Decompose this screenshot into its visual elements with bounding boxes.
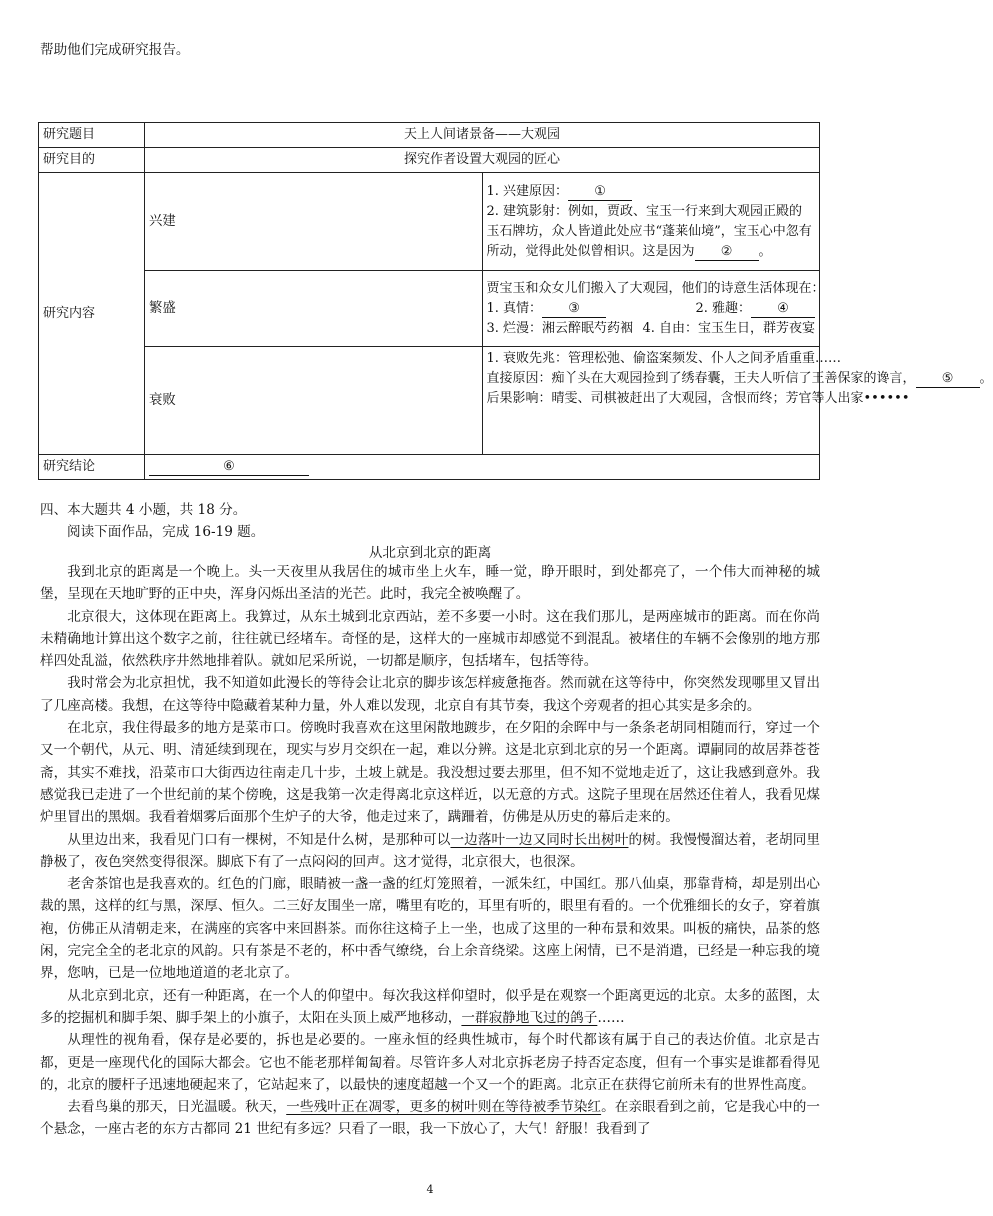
prosper-label: 繁盛: [145, 271, 483, 347]
topic-label: 研究题目: [39, 123, 145, 148]
content-label: 研究内容: [39, 173, 145, 455]
prosper-row-2: [487, 319, 816, 339]
build-cell: [482, 173, 820, 271]
blank-3: ③: [542, 301, 606, 318]
paragraph-text: 。在亲眼看到之前，它是我心中的一个悬念，一座古老的东方古都同 21 世纪有多远？只看了一眼，我一下放心了，大气！舒服！我看到了: [40, 1099, 821, 1138]
paragraph: [40, 829, 820, 874]
prosper-item-2: [695, 299, 815, 319]
paragraph-text: 的树。我慢慢溜达着，老胡同里静极了，夜色突然变得很深。脚底下有了一点闷闷的回声。这才觉得，北京很大，也很深。: [40, 831, 821, 870]
blank-2: ②: [695, 244, 759, 261]
build-line-1: [487, 182, 816, 202]
prosper-item-2-label: 2. 雅趣：: [695, 300, 751, 316]
paragraph: 我到北京的距离是一个晚上。头一天夜里从我居住的城市坐上火车，睡一觉，睁开眼时，到处都亮了，一个伟大而神秘的城堡，呈现在天地旷野的正中央，浑身闪烁出圣洁的光芒。此时，我完全被唤醒了。: [40, 564, 820, 603]
blank-6: ⑥: [149, 459, 309, 476]
decline-label: 衰败: [145, 347, 483, 455]
conclusion-label: 研究结论: [39, 455, 145, 480]
purpose-value: 探究作者设置大观园的匠心: [145, 148, 820, 173]
research-report-table: [38, 122, 993, 480]
prosper-item-1-label: 1. 真情：: [486, 300, 543, 316]
decline-period: 。: [979, 371, 993, 386]
prosper-row-1: [487, 299, 816, 319]
paragraph-text: 从北京到北京，还有一种距离，在一个人的仰望中。每次我这样仰望时，似乎是在观察一个距离更远的北京。太多的蓝图，太多的挖掘机和脚手架、脚手架上的小旗子，太阳在头顶上威严地移动，: [40, 987, 820, 1026]
decline-line-1: 1. 衰败先兆：管理松弛、偷盗案频发、仆人之间矛盾重重……: [486, 351, 842, 366]
paragraph-text: 去看鸟巢的那天，日光温暖。秋天，: [67, 1099, 287, 1116]
paragraph: 在北京，我住得最多的地方是菜市口。傍晚时我喜欢在这里闲散地踱步，在夕阳的余晖中与一条条老胡同相随而行，穿过一个又一个朝代，从元、明、清延续到现在，现实与岁月交织在一起，难以分辨。这是北京到北京的另一个距离。谭嗣同的故居莽苍苍斋，其实不难找，沿菜市口大街西边往南走几十步，土坡上就是。我没想过要去那里，但不知不觉地走近了，这让我感到意外。我感觉我已走进了一个世纪前的某个傍晚，这是我第一次走得离北京这样近，以无意的方式。这院子里现在居然还住着人，我看见煤炉里冒出的黑烟。我看着烟雾后面那个生炉子的大爷，他走过来了，蹒跚着，仿佛是从历史的幕后走来的。: [40, 720, 820, 826]
build-line-2: [487, 202, 816, 262]
article-title: 从北京到北京的距离: [368, 545, 492, 561]
blank-5: ⑤: [916, 371, 980, 388]
paragraph: 从理性的视角看，保存是必要的，拆也是必要的。一座永恒的经典性城市，每个时代都该有属于自己的表达价值。北京是古都，更是一座现代化的国际大都会。它也不能老那样匍匐着。尽管许多人对北京拆老房子持否定态度，但有一个事实是谁都看得见的，北京的腰杆子迅速地硬起来了，它站起来了，以最快的速度超越一个又一个的距离。北京正在获得它前所未有的世界性高度。: [40, 1032, 820, 1093]
conclusion-cell: [145, 455, 820, 480]
purpose-label: 研究目的: [39, 148, 145, 173]
paragraph: 老舍茶馆也是我喜欢的。红色的门廊，眼睛被一盏一盏的红灯笼照着，一派朱红，中国红。那八仙桌，那靠背椅，却是别出心裁的黑，这样的红与黑，深厚、恒久。二三好友围坐一席，嘴里有吃的，耳里有听的，眼里有看的。一个优雅细长的女子，穿着旗袍，仿佛正从清朝走来，在满座的宾客中来回斟茶。而你往这椅子上一坐，也成了这里的一种布景和效果。叫板的痛快，品茶的悠闲，完完全全的老北京的风韵。只有茶是不老的，杯中香气缭绕，台上余音绕梁。这座上闲情，已不是消遣，已经是一种忘我的境界，您呐，已是一位地地道道的老北京了。: [40, 876, 820, 982]
article-body: [40, 561, 820, 1141]
intro-text: 帮助他们完成研究报告。: [40, 42, 190, 58]
decline-cell: [482, 347, 993, 455]
table-row: [39, 271, 820, 347]
blank-4: ④: [751, 301, 815, 318]
blank-1: ①: [568, 184, 632, 201]
build-reason-label: 1. 兴建原因：: [486, 183, 569, 199]
underlined-phrase: 一群寂静地飞过的鸽子: [461, 1009, 598, 1026]
underlined-phrase: 一边落叶一边又同时长出树叶: [450, 831, 629, 848]
prosper-item-3: 3. 烂漫：湘云醉眠芍药裀: [486, 320, 634, 336]
table-row: [39, 123, 820, 148]
prosper-item-1: [487, 299, 696, 319]
prosper-intro: 贾宝玉和众女儿们搬入了大观园，他们的诗意生活体现在：: [486, 280, 825, 296]
build-period: 。: [758, 243, 772, 259]
section-instruction: 阅读下面作品，完成 16-19 题。: [67, 524, 265, 540]
build-label: 兴建: [145, 173, 483, 271]
paragraph-text: ……: [597, 1009, 625, 1026]
underlined-phrase: 一些残叶正在凋零，更多的树叶则在等待被季节染红: [286, 1099, 602, 1116]
section-heading: 四、本大题共 4 小题，共 18 分。: [40, 502, 247, 518]
table-row: [39, 148, 820, 173]
decline-line-2: [486, 369, 993, 389]
decline-cause-text: 直接原因：痴丫头在大观园捡到了绣春囊，王夫人听信了王善保家的谗言，: [486, 371, 916, 386]
paragraph: [40, 1096, 820, 1141]
page-number: 4: [426, 1183, 434, 1196]
prosper-cell: [482, 271, 825, 347]
build-influence-text: 2. 建筑影射：例如，贾政、宝玉一行来到大观园正殿的玉石牌坊，众人皆道此处应书“蓬莱仙境”，宝玉心中忽有所动，觉得此处似曾相识。这是因为: [486, 203, 812, 259]
paragraph-text: 从里边出来，我看见门口有一棵树，不知是什么树，是那种可以: [67, 831, 451, 848]
table-row: [39, 347, 820, 455]
table-row: [39, 455, 820, 480]
topic-value: 天上人间诸景备——大观园: [145, 123, 820, 148]
paragraph: 我时常会为北京担忧，我不知道如此漫长的等待会让北京的脚步该怎样疲惫拖沓。然而就在这等待中，你突然发现哪里又冒出了几座高楼。我想，在这等待中隐藏着某种力量，外人难以发现，北京自有其节奏，我这个旁观者的担心其实是多余的。: [40, 675, 820, 714]
prosper-item-4: 4. 自由：宝玉生日，群芳夜宴: [642, 320, 815, 336]
decline-line-3: 后果影响：晴雯、司棋被赶出了大观园，含恨而终；芳官等人出家••••••: [486, 391, 910, 406]
table-row: [39, 173, 820, 271]
paragraph: [40, 985, 820, 1030]
paragraph: 北京很大，这体现在距离上。我算过，从东土城到北京西站，差不多要一小时。这在我们那儿，是两座城市的距离。而在你尚未精确地计算出这个数字之前，往往就已经堵车。奇怪的是，这样大的一座城市却感觉不到混乱。被堵住的车辆不会像别的地方那样四处乱溢，依然秩序井然地排着队。就如尼采所说，一切都是顺序，包括堵车，包括等待。: [40, 608, 820, 670]
